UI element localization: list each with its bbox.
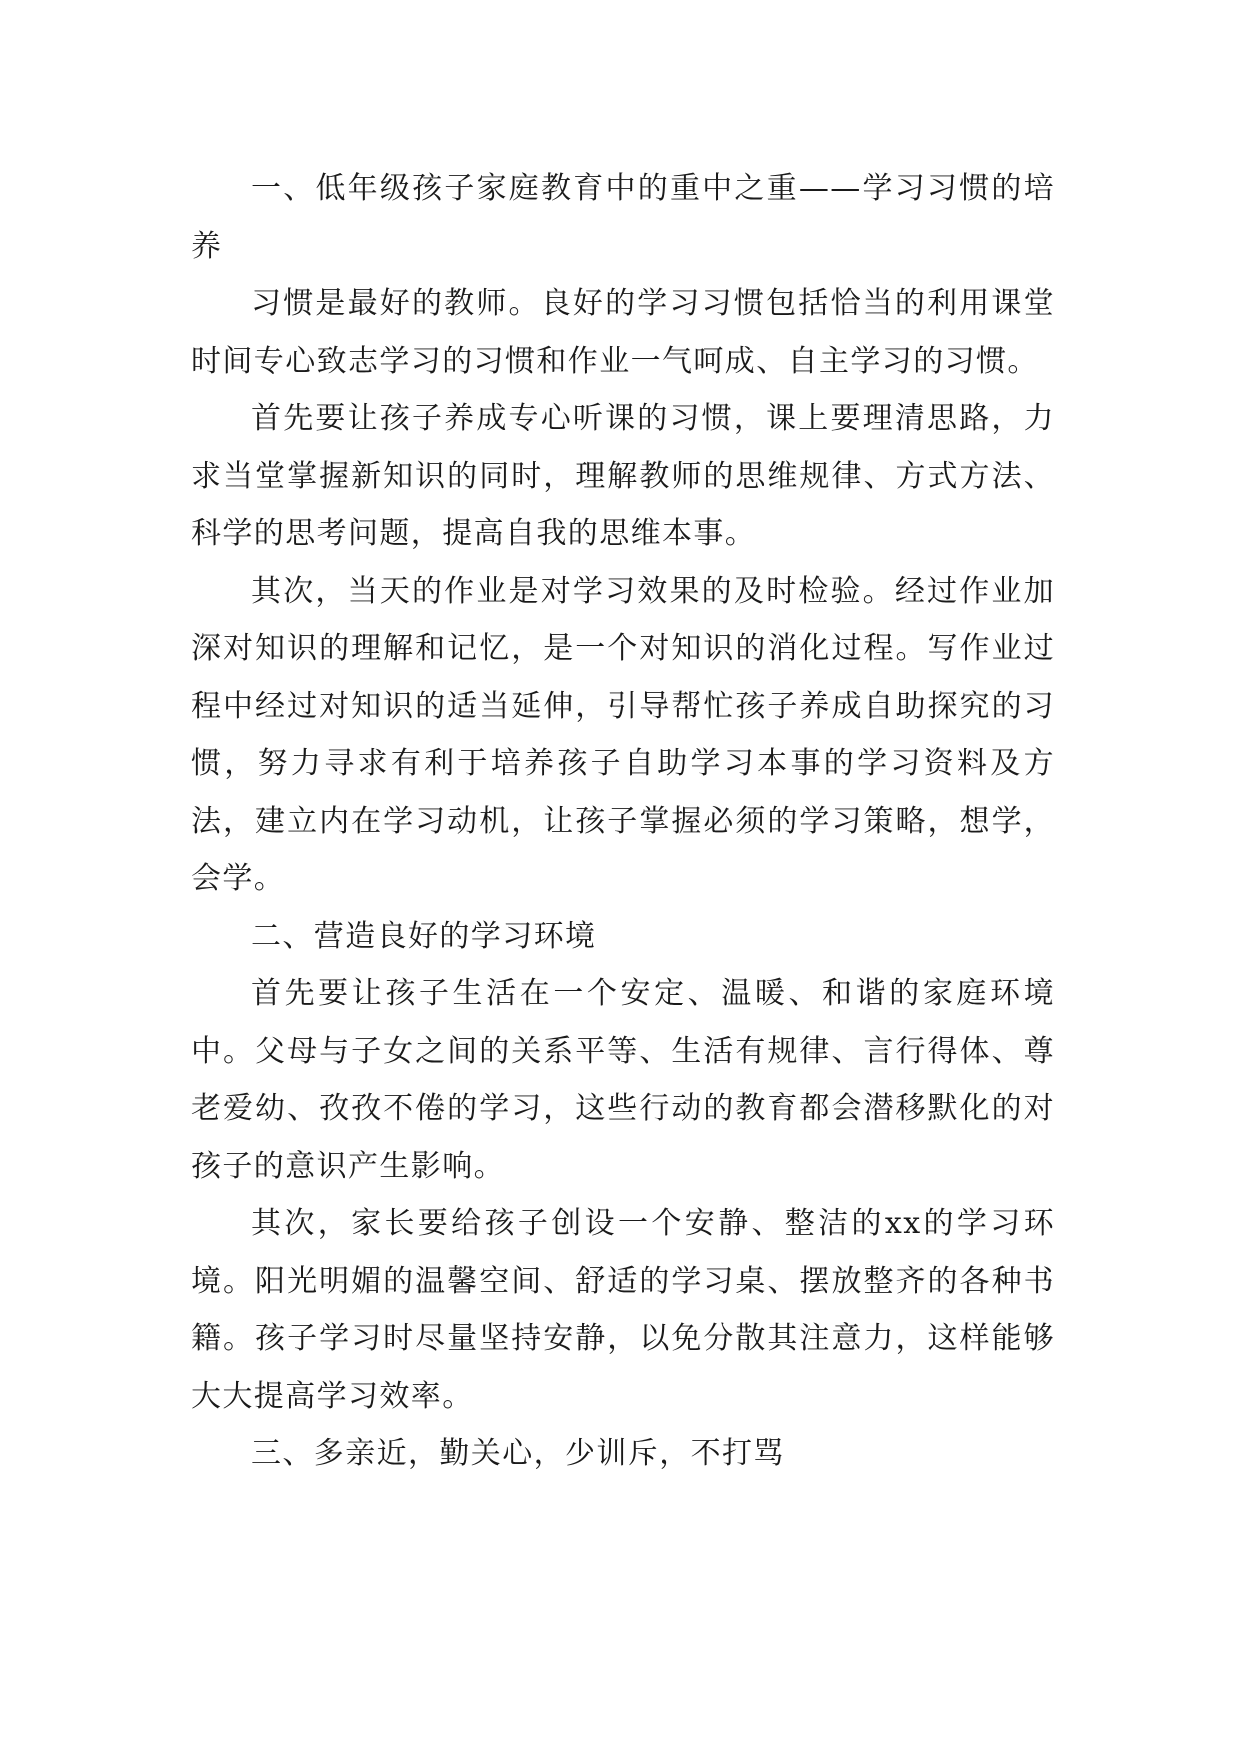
section-heading-1: 一、低年级孩子家庭教育中的重中之重——学习习惯的培养: [191, 171, 1055, 264]
paragraph: 其次，当天的作业是对学习效果的及时检验。经过作业加深对知识的理解和记忆，是一个对知识的消化过程。写作业过程中经过对知识的适当延伸，引导帮忙孩子养成自助探究的习惯，努力寻求有利于培养孩子自助学习本事的学习资料及方法，建立内在学习动机，让孩子掌握必须的学习策略，想学，会学。: [191, 573, 1055, 896]
section-heading-3: 三、多亲近，勤关心，少训斥，不打骂: [251, 1436, 785, 1471]
paragraph: 习惯是最好的教师。良好的学习习惯包括恰当的利用课堂时间专心致志学习的习惯和作业一气呵成、自主学习的习惯。: [191, 286, 1055, 379]
paragraph: 首先要让孩子生活在一个安定、温暖、和谐的家庭环境中。父母与子女之间的关系平等、生活有规律、言行得体、尊老爱幼、孜孜不倦的学习，这些行动的教育都会潜移默化的对孩子的意识产生影响。: [191, 976, 1055, 1184]
section-heading-2: 二、营造良好的学习环境: [251, 918, 597, 954]
paragraph: 其次，家长要给孩子创设一个安静、整洁的xx的学习环境。阳光明媚的温馨空间、舒适的学习桌、摆放整齐的各种书籍。孩子学习时尽量坚持安静，以免分散其注意力，这样能够大大提高学习效率。: [191, 1206, 1055, 1414]
document-body: [191, 160, 1055, 1483]
paragraph: 首先要让孩子养成专心听课的习惯，课上要理清思路，力求当堂掌握新知识的同时，理解教师的思维规律、方式方法、科学的思考问题，提高自我的思维本事。: [191, 401, 1055, 551]
